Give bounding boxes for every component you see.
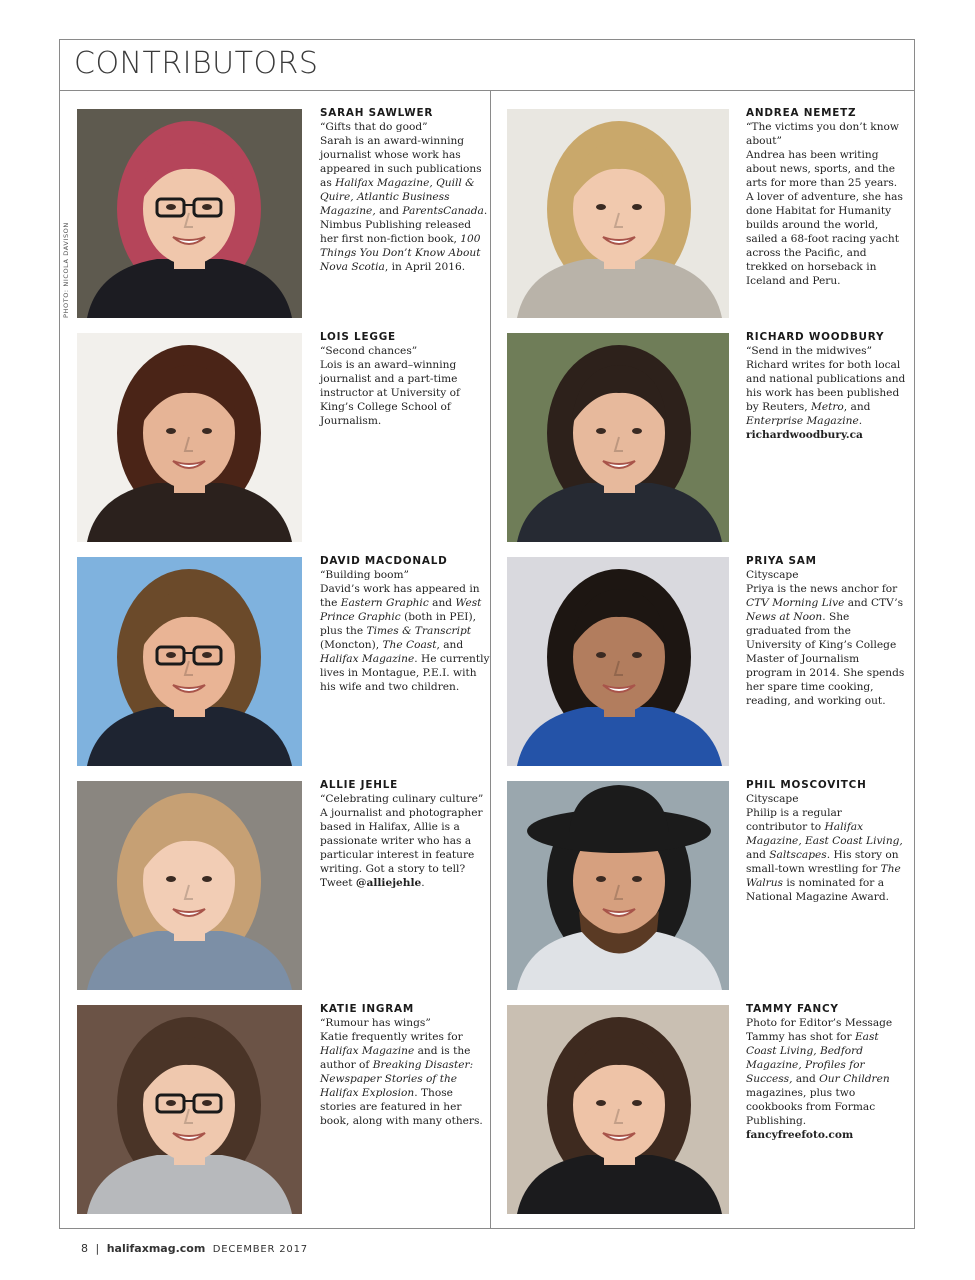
portrait-photo [77, 557, 302, 766]
bio-text: and [792, 1073, 820, 1085]
contributor-bio [320, 135, 487, 273]
portrait-photo [77, 557, 302, 766]
bio-italic-text: Enterprise Magazine [746, 415, 859, 427]
bio-bold-text[interactable]: richardwoodbury.ca [746, 429, 863, 441]
bio-italic-text: Saltscapes [769, 849, 827, 861]
story-title: Cityscape [746, 793, 799, 805]
bio-text: Philip is a regular contributor to [746, 807, 842, 833]
bio-text: Tammy has shot for [746, 1031, 855, 1043]
bio-text: Katie frequently writes for [320, 1031, 463, 1043]
bio-text: Lois is an award–winning journalist and a part-time instructor at University of King’s College School of Journalism. [320, 359, 460, 427]
bio-bold-text[interactable]: fancyfreefoto.com [746, 1129, 854, 1141]
portrait-photo [77, 109, 302, 318]
bio-italic-text: East Coast Living, Bedford Magazine, Profiles for Success, [746, 1031, 879, 1085]
contributor-bio [746, 359, 905, 441]
portrait-photo [507, 557, 729, 766]
bio-text: and [746, 849, 770, 861]
bio-text: Priya is the news anchor for [746, 583, 898, 595]
portrait-photo [77, 333, 302, 542]
bio-text: (Moncton), [320, 639, 383, 651]
portrait-photo [507, 781, 729, 990]
issue-date: DECEMBER 2017 [212, 1244, 308, 1255]
portrait-photo [77, 333, 302, 542]
footer-separator: | [95, 1242, 100, 1255]
bio-text: . Nimbus Publishing released her first non-fiction book, [320, 205, 488, 245]
contributor-card [507, 109, 917, 319]
bio-italic-text: Halifax Magazine [320, 1045, 415, 1057]
contributor-card [507, 333, 917, 543]
contributor-bio [320, 1031, 483, 1127]
story-title: “Send in the midwives” [746, 345, 872, 357]
portrait-photo [77, 781, 302, 990]
contributor-bio [320, 583, 489, 693]
story-title: “Celebrating culinary culture” [320, 793, 484, 805]
bio-text: is nominated for a National Magazine Award. [746, 877, 889, 903]
bio-text: , and [843, 401, 871, 413]
bio-italic-text: West Prince Graphic [320, 597, 482, 623]
contributor-name: LOIS LEGGE [320, 331, 396, 343]
contributor-card [507, 557, 917, 767]
bio-bold-text[interactable]: @alliejehle [355, 877, 422, 889]
portrait-photo [507, 333, 729, 542]
bio-text: Andrea has been writing about news, sports, and the arts for more than 25 years. A lover of adventure, she has done Habitat for Humanity builds around the world, sailed a 68-foot racing yacht across the Pacific, and trekked on horseback in Iceland and Peru. [746, 149, 903, 287]
portrait-photo [507, 557, 729, 766]
contributor-name: DAVID MACDONALD [320, 555, 448, 567]
bio-italic-text: The Coast [382, 639, 437, 651]
bio-italic-text: Our Children [819, 1073, 890, 1085]
bio-text: . [858, 415, 863, 427]
contributor-card [77, 781, 487, 991]
bio-italic-text: Eastern Graphic [340, 597, 429, 609]
contributor-card [77, 333, 487, 543]
portrait-photo [507, 1005, 729, 1214]
portrait-photo [507, 109, 729, 318]
portrait-photo [77, 1005, 302, 1214]
contributor-card [507, 1005, 917, 1215]
story-title: “Building boom” [320, 569, 409, 581]
bio-text: magazines, plus two cookbooks from Formac Publishing. [746, 1087, 876, 1127]
bio-text: . She graduated from the University of King’s College Master of Journalism program in 2014. She spends her spare time cooking, reading, and working out. [746, 611, 905, 707]
bio-text: David’s work has appeared in the [320, 583, 480, 609]
contributor-card [77, 555, 490, 767]
bio-text: (both in PEI), plus the [320, 611, 476, 637]
bio-text: . Those stories are featured in her book, along with many others. [320, 1087, 483, 1127]
contributor-card [507, 781, 917, 991]
contributor-name: ALLIE JEHLE [320, 779, 399, 791]
page-number: 8 [81, 1242, 88, 1255]
bio-text: , and [436, 639, 464, 651]
site-link[interactable]: halifaxmag.com [106, 1242, 206, 1255]
bio-italic-text: 100 Things You Don’t Know About Nova Scotia [320, 233, 481, 273]
contributor-name: PRIYA SAM [746, 555, 817, 567]
page-title: CONTRIBUTORS [74, 46, 319, 81]
bio-italic-text: Halifax Magazine [320, 653, 415, 665]
contributor-name: SARAH SAWLWER [320, 107, 434, 119]
contributor-card [77, 1005, 487, 1215]
contributor-bio [746, 1031, 890, 1141]
bio-italic-text: ParentsCanada [402, 205, 484, 217]
bio-text: Richard writes for both local and national publications and his work has been published by Reuters, [746, 359, 906, 413]
story-title: Photo for Editor’s Message [746, 1017, 893, 1029]
contributor-card [77, 109, 487, 319]
portrait-photo [77, 1005, 302, 1214]
bio-text: A journalist and photographer based in Halifax, Allie is a passionate writer who has a particular interest in feature writing. Got a story to tell? Tweet [320, 807, 483, 889]
bio-text: , in April 2016. [384, 261, 466, 273]
page-footer [81, 1242, 308, 1255]
bio-text: . He currently lives in Montague, P.E.I. with his wife and two children. [320, 653, 490, 693]
contributor-name: ANDREA NEMETZ [746, 107, 857, 119]
portrait-photo [77, 781, 302, 990]
bio-italic-text: News at Noon [746, 611, 823, 623]
story-title: “The victims you don’t know about” [746, 121, 899, 147]
story-title: “Gifts that do good” [320, 121, 428, 133]
story-title: “Rumour has wings” [320, 1017, 431, 1029]
bio-italic-text: The Walrus [746, 863, 901, 889]
bio-italic-text: CTV Morning Live [746, 597, 845, 609]
bio-italic-text: Times & Transcript [366, 625, 472, 637]
column-divider [490, 90, 491, 1229]
contributor-bio [320, 807, 483, 889]
bio-italic-text: Halifax Magazine, East Coast Living, [746, 821, 903, 847]
contributor-bio [746, 149, 903, 287]
contributor-name: RICHARD WOODBURY [746, 331, 885, 343]
portrait-photo [77, 109, 302, 318]
contributor-name: KATIE INGRAM [320, 1003, 415, 1015]
bio-text: . His story on small-town wrestling for [746, 849, 899, 875]
bio-text: and [428, 597, 456, 609]
portrait-photo [507, 781, 729, 990]
bio-text: . [421, 877, 425, 889]
bio-italic-text: Metro [810, 401, 844, 413]
bio-text: and [375, 205, 403, 217]
bio-text: Sarah is an award-winning journalist whose work has appeared in such publications as [320, 135, 482, 189]
story-title: “Second chances” [320, 345, 418, 357]
contributor-name: PHIL MOSCOVITCH [746, 779, 867, 791]
contributor-name: TAMMY FANCY [746, 1003, 839, 1015]
contributor-bio [746, 583, 904, 707]
portrait-photo [507, 109, 729, 318]
bio-italic-text: Breaking Disaster: Newspaper Stories of the Halifax Explosion [320, 1059, 474, 1099]
contributor-bio [746, 807, 903, 903]
header-rule [59, 90, 915, 91]
portrait-photo [507, 1005, 729, 1214]
portrait-photo [507, 333, 729, 542]
story-title: Cityscape [746, 569, 799, 581]
photo-credit: PHOTO: NICOLA DAVISON [62, 222, 70, 318]
bio-text: and CTV’s [844, 597, 904, 609]
contributor-bio [320, 359, 460, 427]
bio-italic-text: Halifax Magazine, Quill & Quire, Atlantic Business Magazine, [320, 177, 475, 217]
bio-text: and is the author of [320, 1045, 471, 1071]
